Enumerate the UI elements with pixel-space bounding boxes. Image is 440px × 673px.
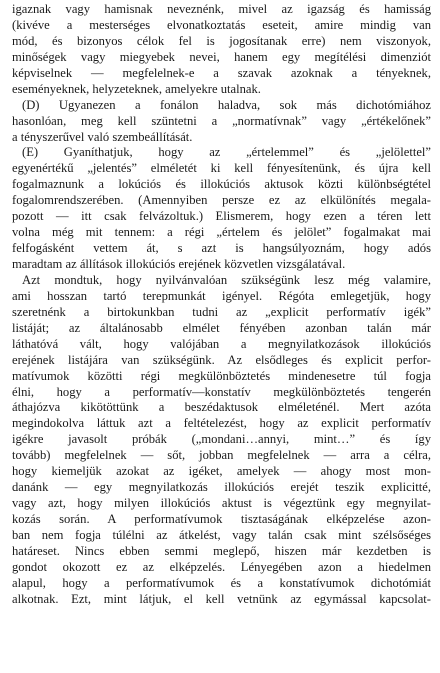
text-line: Azt mondtuk, hogy nyilvánvalóan szükségünk lesz még valamire,: [22, 272, 431, 287]
text-line: (kivéve a mesterséges elvonatkoztatás eseteit, amire mindig van: [12, 17, 431, 32]
text-line: felfogásként vettem át, s azt is hangsúlyoznám, hogy adós: [12, 241, 431, 256]
text-line: határeset. Nincs ebben semmi meglepő, hiszen már kezdetben is: [12, 543, 431, 558]
text-line: áthajózva kikötöttünk a beszédaktusok elméleténél. Mert azóta: [12, 400, 431, 415]
text-line: alkotnak. Ezt, mint látjuk, el kell vetnünk az egymással kapcsolat-: [12, 591, 431, 606]
text-line: ban nem fogja túlélni az átkelést, vagy talán csak mint szélsőséges: [12, 527, 431, 542]
text-line: kozás során. A performatívumok tisztaságának elképzelése azon-: [12, 512, 431, 526]
text-line: eseményeknek, helyzeteknek, amelyekre utalnak.: [12, 81, 261, 96]
text-line: egyenértékű „jelentés” elméletét ki kell fényesítenünk, és újra kell: [12, 161, 431, 176]
text-line: alapul, hogy a performatívumok és a konstatívumok dichotómiát: [12, 575, 431, 590]
text-line: listáját; az általánosabb elmélet fényében azonban talán már: [12, 320, 431, 335]
text-line: ami hosszan tartó terepmunkát igényel. Régóta emlegetjük, hogy: [12, 288, 431, 303]
text-body: [12, 2, 431, 608]
text-line: hogy kiemeljük azokat az igéket, amelyek — ahogy most mon-: [12, 464, 431, 479]
text-line: mód, és bizonyos célok fel is jogosítanak erre) nem viszonyok,: [12, 33, 431, 48]
text-line: megindokolva láttuk azt a feltételezést, hogy az explicit performatív: [12, 416, 431, 431]
text-line: minőségek vagy miegyebek nevei, hanem egy megítélési dimenziót: [12, 49, 431, 64]
text-line: képviselnek — megfelelnek-e a szavak azoknak a tényeknek,: [12, 65, 431, 80]
text-line: láthatóvá vált, hogy valójában a megnyilatkozások illokúciós: [12, 336, 431, 351]
text-line: maradtam az állítások illokúciós erejének közvetlen vizsgálatával.: [12, 257, 346, 271]
text-line: vagy azt, hogy milyen illokúciós aktust is végeztünk egy megnyilat-: [12, 496, 431, 511]
text-line: igaznak vagy hamisnak neveznénk, mivel az igazság és hamisság: [12, 2, 431, 16]
text-line: volna még mit tennem: a régi „értelem és jelölet” fogalmakat mai: [12, 225, 431, 240]
text-line: a tényszerűvel való szembeállítását.: [12, 129, 193, 144]
text-line: fogalomrendszerében. (Amennyiben persze ez az elkülönítés megala-: [12, 193, 431, 208]
text-line: fogalmaznunk a lokúciós és illokúciós aktusok közti különbségtétel: [12, 177, 431, 192]
text-line: (D) Ugyanezen a fonálon haladva, sok más dichotómiához: [22, 97, 431, 112]
text-line: matívumok közötti régi megkülönböztetés mindenesetre túl fogja: [12, 368, 431, 383]
text-line: élni, hogy a performatív—konstatív megkülönböztetés tengerén: [12, 384, 431, 399]
text-line: (E) Gyaníthatjuk, hogy az „értelemmel” és „jelölettel”: [22, 145, 431, 160]
text-line: tovább) megfelelnek — sőt, jobban megfelelnek — arra a célra,: [12, 448, 431, 463]
text-line: danánk — egy megnyilatkozás illokúciós erejét teszik explicitté,: [12, 480, 431, 495]
text-line: igékre javasolt próbák („mondani…annyi, mint…” és így: [12, 432, 431, 447]
text-line: pozott — itt csak felvázoltuk.) Elismerem, hogy ezen a téren lett: [12, 209, 431, 224]
text-line: szeretnénk a birtokunkban tudni az „explicit performatív igék”: [12, 304, 431, 319]
text-line: gondot okozott ez az elképzelés. Lényegében azon a hiedelmen: [12, 559, 431, 574]
text-line: erejének listájára van szükségünk. Az elsődleges és explicit perfor-: [12, 352, 431, 367]
text-line: hasonlóan, meg kell szüntetni a „normatívnak” vagy „értékelőnek”: [12, 113, 431, 128]
